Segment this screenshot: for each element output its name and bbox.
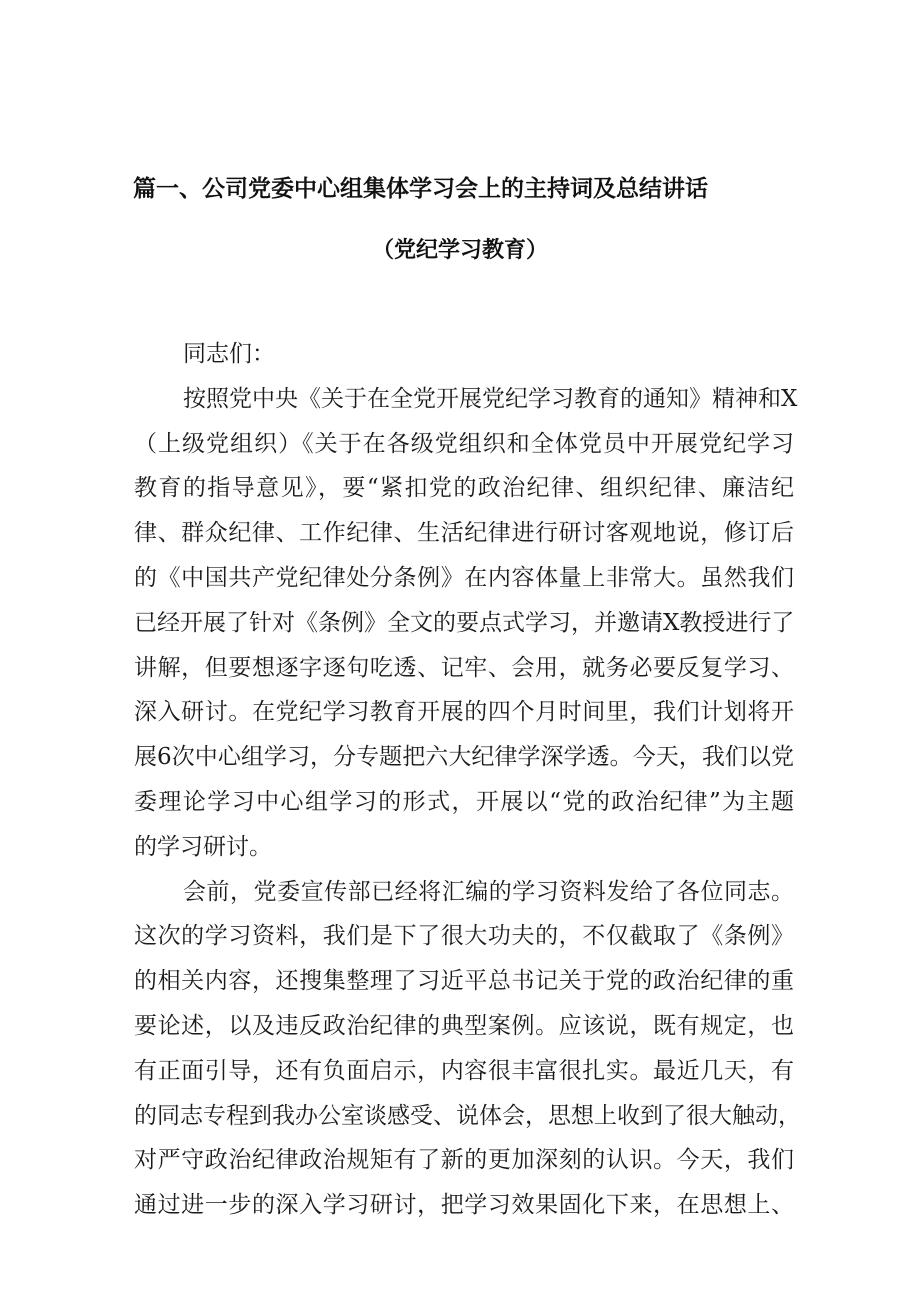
- paragraph-line: 深入研讨。在党纪学习教育开展的四个月时间里，我们计划将开: [134, 699, 794, 726]
- document-body: [134, 332, 801, 1228]
- paragraph-line: 会前，党委宣传部已经将汇编的学习资料发给了各位同志。: [183, 878, 794, 905]
- document-subtitle: （党纪学习教育）: [371, 238, 548, 263]
- paragraph-line: 对严守政治纪律政治规矩有了新的更加深刻的认识。今天，我们: [134, 1147, 794, 1174]
- paragraph-line: 委理论学习中心组学习的形式，开展以“党的政治纪律”为主题: [134, 788, 794, 815]
- paragraph-line: 要论述，以及违反政治纪律的典型案例。应该说，既有规定，也: [134, 1012, 794, 1039]
- paragraph-line: 的相关内容，还搜集整理了习近平总书记关于党的政治纪律的重: [134, 968, 794, 995]
- paragraph-2: [134, 870, 801, 1228]
- paragraph-line: 的《中国共产党纪律处分条例》在内容体量上非常大。虽然我们: [134, 564, 794, 591]
- salutation: 同志们：: [183, 341, 275, 367]
- paragraph-1: [134, 377, 798, 870]
- paragraph-line: 的同志专程到我办公室谈感受、说体会，思想上收到了很大触动，: [134, 1102, 801, 1129]
- paragraph-line: 通过进一步的深入学习研讨，把学习效果固化下来，在思想上、: [134, 1192, 794, 1219]
- paragraph-line: 这次的学习资料，我们是下了很大功夫的，不仅截取了《条例》: [134, 923, 794, 950]
- paragraph-line: 的学习研讨。: [134, 833, 272, 860]
- paragraph-line: 展6次中心组学习，分专题把六大纪律学深学透。今天，我们以党: [134, 744, 794, 771]
- paragraph-line: （上级党组织）《关于在各级党组织和全体党员中开展党纪学习: [134, 430, 794, 457]
- paragraph-line: 已经开展了针对《条例》全文的要点式学习，并邀请X教授进行了: [134, 609, 795, 636]
- paragraph-line: 有正面引导，还有负面启示，内容很丰富很扎实。最近几天，有: [134, 1057, 794, 1084]
- document-title: 篇一、公司党委中心组集体学习会上的主持词及总结讲话: [133, 176, 708, 202]
- paragraph-line: 按照党中央《关于在全党开展党纪学习教育的通知》精神和X: [183, 385, 798, 412]
- paragraph-line: 教育的指导意见》，要“紧扣党的政治纪律、组织纪律、廉洁纪: [134, 475, 794, 502]
- paragraph-line: 律、群众纪律、工作纪律、生活纪律进行研讨客观地说，修订后: [134, 520, 794, 547]
- paragraph-line: 讲解，但要想逐字逐句吃透、记牢、会用，就务必要反复学习、: [134, 654, 794, 681]
